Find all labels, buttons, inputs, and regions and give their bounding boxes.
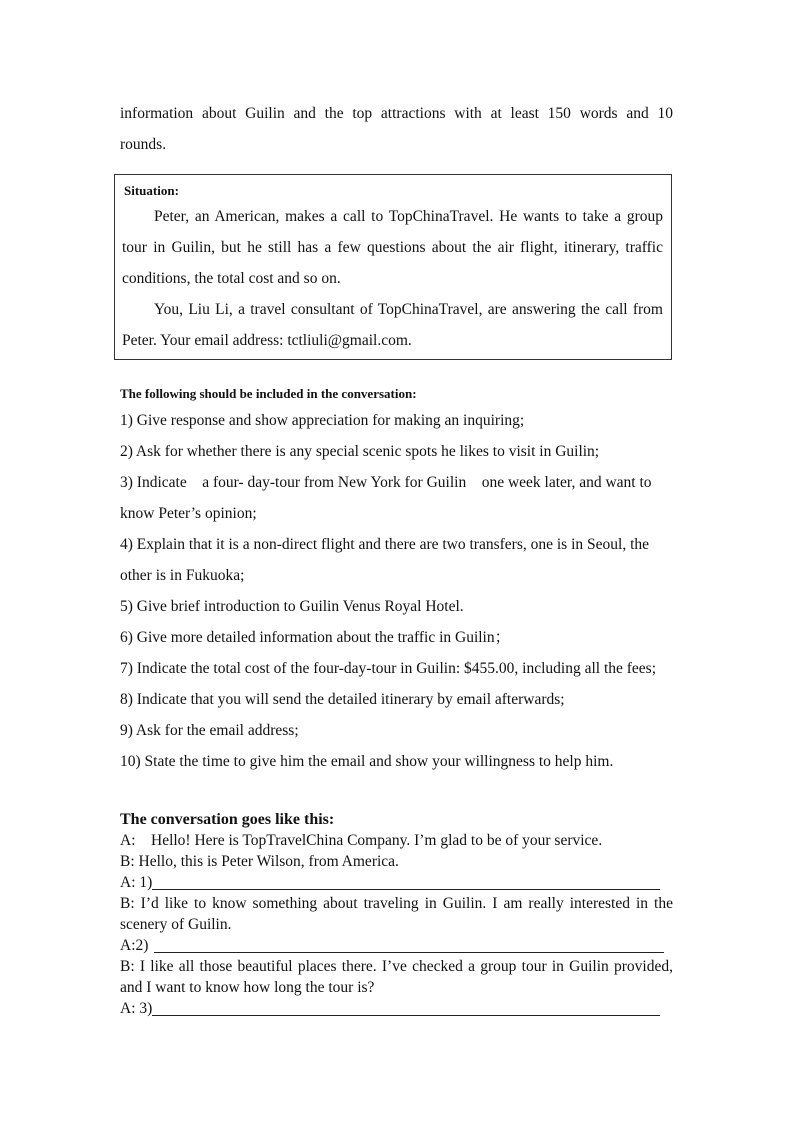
answer-label: A: 1) — [120, 874, 153, 891]
requirement-item: 4) Explain that it is a non-direct flight and there are two transfers, one is in Seoul, the — [120, 536, 650, 553]
situation-line: You, Liu Li, a travel consultant of TopChinaTravel, are answering the call from — [154, 301, 663, 318]
requirement-item: 7) Indicate the total cost of the four-day-tour in Guilin: $455.00, including all the fees; — [120, 660, 657, 677]
requirement-item: 5) Give brief introduction to Guilin Venus Royal Hotel. — [120, 598, 464, 615]
dialogue-line-a: A: Hello! Here is TopTravelChina Company. I’m glad to be of your service. — [120, 832, 603, 849]
requirement-item: 2) Ask for whether there is any special scenic spots he likes to visit in Guilin; — [120, 443, 600, 460]
situation-line: Peter, an American, makes a call to TopChinaTravel. He wants to take a group — [154, 208, 663, 225]
dialogue-line-b: B: I like all those beautiful places there. I’ve checked a group tour in Guilin provided, — [120, 958, 673, 975]
answer-blank-1[interactable] — [152, 873, 660, 890]
answer-row-1 — [120, 872, 673, 893]
answer-label: A:2) — [120, 937, 149, 954]
situation-box — [114, 174, 672, 360]
dialogue-line-b: B: I’d like to know something about traveling in Guilin. I am really interested in the — [120, 895, 673, 912]
situation-heading: Situation: — [124, 183, 179, 198]
dialogue-line-b: scenery of Guilin. — [120, 916, 232, 933]
requirement-item: 9) Ask for the email address; — [120, 722, 299, 739]
intro-line: rounds. — [120, 136, 167, 153]
intro-paragraph — [120, 98, 673, 160]
answer-blank-3[interactable] — [152, 999, 660, 1016]
requirement-item: other is in Fukuoka; — [120, 567, 245, 584]
dialogue-line-b: B: Hello, this is Peter Wilson, from America. — [120, 853, 399, 870]
requirement-item: 3) Indicate a four- day-tour from New York for Guilin one week later, and want to — [120, 474, 652, 491]
situation-paragraph — [122, 201, 663, 294]
conversation-block — [120, 830, 673, 1019]
situation-paragraph — [122, 294, 663, 356]
intro-line: information about Guilin and the top attractions with at least 150 words and 10 — [120, 105, 673, 122]
requirement-item: 1) Give response and show appreciation for making an inquiring; — [120, 412, 525, 429]
answer-row-3 — [120, 998, 673, 1019]
answer-label: A: 3) — [120, 1000, 153, 1017]
situation-line: conditions, the total cost and so on. — [122, 270, 341, 287]
dialogue-line-b: and I want to know how long the tour is? — [120, 979, 375, 996]
requirement-item: 6) Give more detailed information about the traffic in Guilin； — [120, 629, 511, 646]
answer-blank-2[interactable] — [154, 936, 664, 953]
situation-line: Peter. Your email address: tctliuli@gmail.com. — [122, 332, 412, 349]
answer-row-2 — [120, 935, 673, 956]
conversation-heading: The conversation goes like this: — [120, 811, 335, 828]
requirements-list — [120, 405, 673, 777]
requirement-item: know Peter’s opinion; — [120, 505, 257, 522]
requirement-item: 10) State the time to give him the email and show your willingness to help him. — [120, 753, 614, 770]
requirement-item: 8) Indicate that you will send the detailed itinerary by email afterwards; — [120, 691, 565, 708]
requirements-heading: The following should be included in the conversation: — [120, 386, 417, 401]
situation-line: tour in Guilin, but he still has a few questions about the air flight, itinerary, traffic — [122, 239, 663, 256]
